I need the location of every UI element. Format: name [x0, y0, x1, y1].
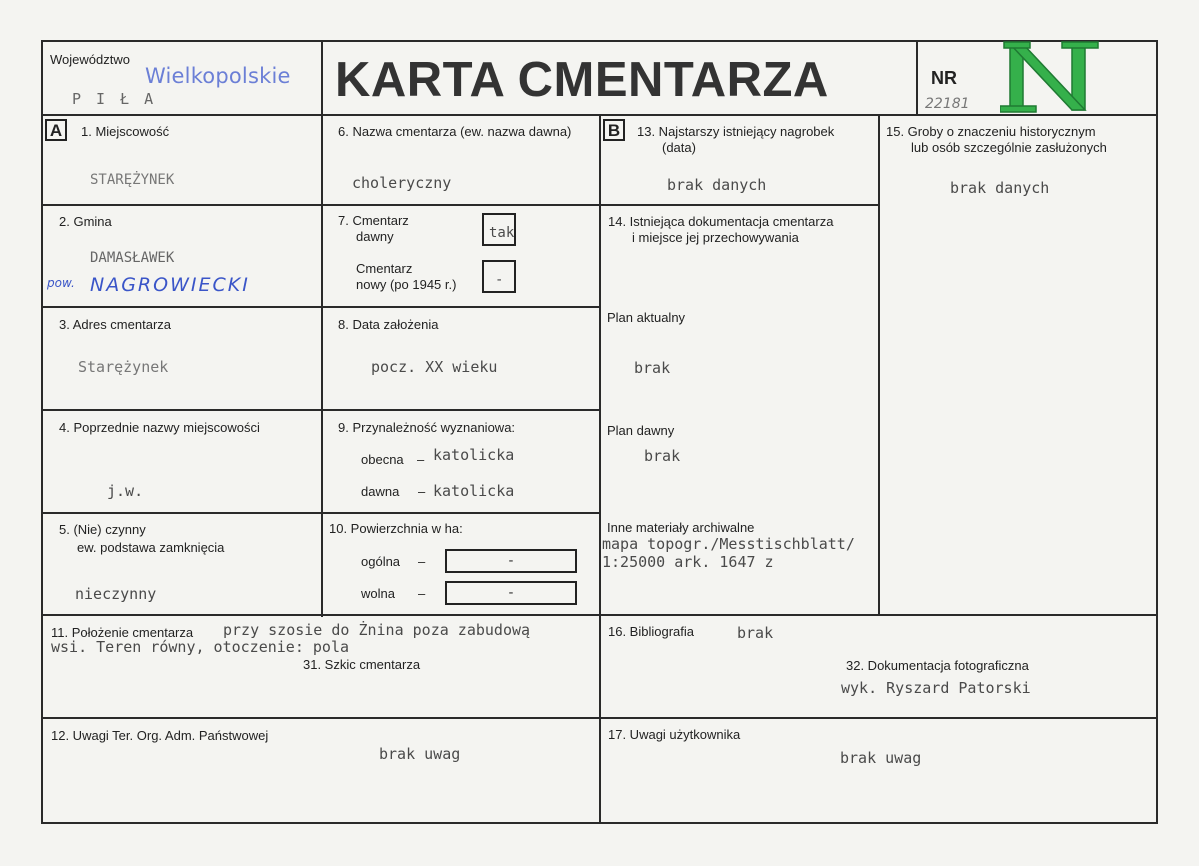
- denomination-current-label: obecna: [361, 452, 404, 467]
- field-32-value: wyk. Ryszard Patorski: [841, 679, 1031, 697]
- field-11-label: 11. Położenie cmentarza: [51, 625, 194, 640]
- field-5-label: 5. (Nie) czynny: [59, 522, 146, 537]
- plan-old-label: Plan dawny: [607, 423, 675, 438]
- field-15-value: brak danych: [950, 179, 1050, 197]
- field-15-label-sub: lub osób szczególnie zasłużonych: [911, 140, 1107, 155]
- field-7-new-label: Cmentarz: [356, 261, 413, 276]
- field-17-label: 17. Uwagi użytkownika: [608, 727, 741, 742]
- field-5-label-sub: ew. podstawa zamknięcia: [77, 540, 225, 555]
- field-6-label: 6. Nazwa cmentarza (ew. nazwa dawna): [338, 124, 572, 139]
- wojewodztwo-stamp: Wielkopolskie: [145, 64, 291, 88]
- field-8-label: 8. Data założenia: [338, 317, 439, 332]
- field-15-label: 15. Groby o znaczeniu historycznym: [886, 124, 1096, 139]
- district-typed: P I Ł A: [72, 90, 157, 108]
- nr-handwritten: 22181: [925, 96, 970, 112]
- old-cemetery-value: tak: [489, 225, 515, 241]
- divider: [321, 40, 323, 617]
- field-7-old-label-sub: dawny: [356, 229, 394, 244]
- wojewodztwo-label: Województwo: [50, 52, 130, 67]
- area-free-label: wolna: [361, 586, 395, 601]
- field-2-label: 2. Gmina: [59, 214, 112, 229]
- other-materials-value-1: mapa topogr./Messtischblatt/: [602, 535, 855, 553]
- dash: –: [418, 554, 426, 569]
- plan-current-value: brak: [634, 359, 671, 377]
- field-31-label: 31. Szkic cmentarza: [303, 657, 421, 672]
- denomination-former-label: dawna: [361, 484, 400, 499]
- field-12-value: brak uwag: [379, 745, 461, 763]
- field-10-label: 10. Powierzchnia w ha:: [329, 521, 463, 536]
- field-5-value: nieczynny: [75, 585, 157, 603]
- field-4-label: 4. Poprzednie nazwy miejscowości: [59, 420, 260, 435]
- field-1-label: 1. Miejscowość: [81, 124, 170, 139]
- field-1-value: STARĘŻYNEK: [90, 172, 175, 188]
- field-8-value: pocz. XX wieku: [371, 358, 498, 376]
- field-14-label-sub: i miejsce jej przechowywania: [632, 230, 799, 245]
- field-7-old-label: 7. Cmentarz: [338, 213, 409, 228]
- field-14-label: 14. Istniejąca dokumentacja cmentarza: [608, 214, 834, 229]
- field-32-label: 32. Dokumentacja fotograficzna: [846, 658, 1029, 673]
- plan-current-label: Plan aktualny: [607, 310, 686, 325]
- field-2-handwritten: NAGROWIECKI: [90, 274, 250, 296]
- denomination-former-value: katolicka: [433, 482, 515, 500]
- nr-mark: [1000, 40, 1104, 116]
- field-17-value: brak uwag: [840, 749, 922, 767]
- divider: [41, 204, 880, 206]
- n-letter-graphic: [1000, 40, 1104, 116]
- field-11-value-2: wsi. Teren równy, otoczenie: pola: [51, 638, 350, 656]
- field-7-new-label-sub: nowy (po 1945 r.): [356, 277, 457, 292]
- field-12-label: 12. Uwagi Ter. Org. Adm. Państwowej: [51, 728, 269, 743]
- field-9-label: 9. Przynależność wyznaniowa:: [338, 420, 516, 435]
- field-13-label: 13. Najstarszy istniejący nagrobek: [637, 124, 835, 139]
- other-materials-value-2: 1:25000 ark. 1647 z: [602, 553, 774, 571]
- area-free-field[interactable]: -: [445, 581, 577, 605]
- section-a-marker: A: [45, 119, 67, 141]
- nr-label: NR: [931, 68, 957, 88]
- new-cemetery-value: -: [495, 272, 504, 288]
- dash: –: [418, 484, 426, 499]
- dash: –: [418, 586, 426, 601]
- field-3-value: Starężynek: [78, 358, 169, 376]
- field-16-label: 16. Bibliografia: [608, 624, 694, 639]
- field-2-handwritten-prefix: pow.: [47, 276, 75, 290]
- field-6-value: choleryczny: [352, 174, 452, 192]
- field-11-value-1: przy szosie do Żnina poza zabudową: [223, 621, 531, 639]
- field-3-label: 3. Adres cmentarza: [59, 317, 171, 332]
- divider: [916, 40, 918, 115]
- field-4-value: j.w.: [107, 482, 144, 500]
- field-13-value: brak danych: [667, 176, 767, 194]
- divider: [599, 114, 601, 824]
- area-total-label: ogólna: [361, 554, 401, 569]
- dash: –: [417, 452, 425, 467]
- section-b-marker: B: [603, 119, 625, 141]
- denomination-current-value: katolicka: [433, 446, 515, 464]
- field-16-value: brak: [737, 624, 774, 642]
- field-13-label-sub: (data): [662, 140, 696, 155]
- plan-old-value: brak: [644, 447, 681, 465]
- field-2-value: DAMASŁAWEK: [90, 250, 175, 266]
- area-total-field[interactable]: -: [445, 549, 577, 573]
- page-title: KARTA CMENTARZA: [335, 53, 829, 107]
- other-materials-label: Inne materiały archiwalne: [607, 520, 755, 535]
- divider: [878, 114, 880, 616]
